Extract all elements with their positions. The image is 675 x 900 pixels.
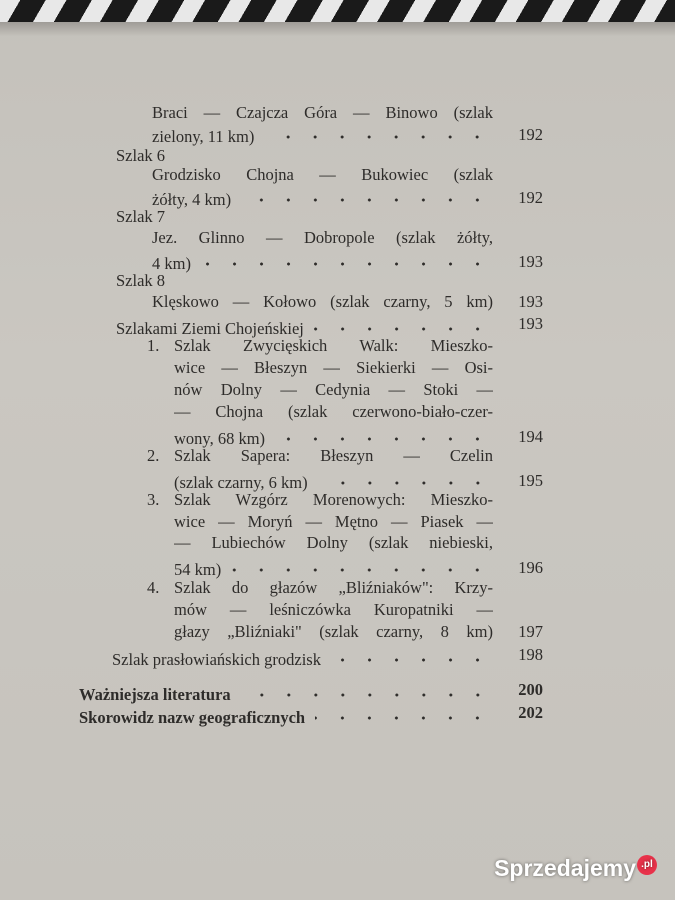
toc-entry [147, 336, 493, 356]
dot-leader [241, 185, 493, 205]
entry-text: żółty, 4 km) [152, 190, 232, 209]
entry-text: — Chojna (szlak czerwono-biało-czer- [174, 402, 493, 421]
dot-leader [231, 555, 493, 575]
dot-leader [264, 122, 493, 142]
entry-text: mów — leśniczówka Kuropatniki — [174, 600, 493, 619]
toc-entry [152, 185, 493, 209]
entry-text: Szlak Zwycięskich Walk: Mieszko- [174, 336, 493, 355]
toc-entry [116, 207, 493, 227]
entry-text: Ważniejsza literatura [79, 685, 231, 704]
toc-entry [152, 103, 493, 123]
entry-text: Szlak 6 [116, 146, 166, 165]
entry-text: Szlak do głazów „Bliźniaków": Krzy- [174, 578, 493, 597]
entry-number: 4. [147, 578, 160, 597]
entry-text: Szlakami Ziemi Chojeńskiej [116, 319, 304, 338]
entry-text: nów Dolny — Cedynia — Stoki — [174, 380, 493, 399]
watermark-tld: .pl [637, 855, 657, 875]
toc-entry [174, 402, 493, 422]
dot-leader [314, 314, 493, 334]
toc-entry [174, 512, 493, 532]
page-number: 195 [518, 471, 543, 490]
page-number: 197 [518, 622, 543, 641]
toc-entry [152, 228, 493, 248]
dot-leader [318, 468, 493, 488]
toc-entry [116, 146, 493, 166]
toc-entry [112, 645, 493, 669]
page-top-edge [0, 22, 675, 36]
dot-leader [201, 249, 493, 269]
toc-entry [174, 380, 493, 400]
toc-entry [116, 271, 493, 291]
entry-text: 54 km) [174, 560, 222, 579]
toc-entry [147, 490, 493, 510]
entry-text: Jez. Glinno — Dobropole (szlak żółty, [152, 228, 493, 247]
entry-text: — Lubiechów Dolny (szlak niebieski, [174, 533, 493, 552]
page-number: 196 [518, 558, 543, 577]
entry-text: Klęskowo — Kołowo (szlak czarny, 5 km) [152, 292, 493, 311]
entry-text: wice — Błeszyn — Siekierki — Osi- [174, 358, 493, 377]
entry-text: Szlak prasłowiańskich grodzisk [112, 650, 321, 669]
toc-entry [174, 533, 493, 553]
dot-leader [241, 680, 493, 700]
toc-entry [174, 622, 493, 642]
entry-text: Szlak 7 [116, 207, 166, 226]
entry-number: 2. [147, 446, 160, 465]
toc-entry [147, 446, 493, 466]
entry-text: wice — Moryń — Mętno — Piasek — [174, 512, 493, 531]
entry-text: Szlak 8 [116, 271, 166, 290]
entry-text: głazy „Bliźniaki" (szlak czarny, 8 km) [174, 622, 493, 641]
entry-text: Szlak Sapera: Błeszyn — Czelin [174, 446, 493, 465]
page-number: 192 [518, 188, 543, 207]
entry-text: Skorowidz nazw geograficznych [79, 708, 306, 727]
toc-entry [174, 424, 493, 448]
page-number: 194 [518, 427, 543, 446]
toc-entry [152, 292, 493, 312]
toc-entry [152, 122, 493, 146]
toc-entry [174, 555, 493, 579]
dot-leader [275, 424, 493, 444]
entry-text: 4 km) [152, 254, 191, 273]
toc-entry [152, 249, 493, 273]
entry-text: (szlak czarny, 6 km) [174, 473, 308, 492]
page-number: 200 [518, 680, 543, 699]
entry-number: 3. [147, 490, 160, 509]
dot-leader [315, 703, 493, 723]
toc-entry [147, 578, 493, 598]
entry-text: zielony, 11 km) [152, 127, 255, 146]
entry-text: Grodzisko Chojna — Bukowiec (szlak [152, 165, 493, 184]
toc-entry [152, 165, 493, 185]
entry-text: Szlak Wzgórz Morenowych: Mieszko- [174, 490, 493, 509]
toc-entry [79, 680, 493, 704]
watermark-brand: Sprzedajemy [494, 855, 636, 881]
toc-entry [79, 703, 493, 727]
page-number: 198 [518, 645, 543, 664]
entry-text: Braci — Czajcza Góra — Binowo (szlak [152, 103, 493, 122]
toc-entry [116, 314, 493, 338]
page-number: 193 [518, 252, 543, 271]
page-number: 192 [518, 125, 543, 144]
dot-leader [331, 645, 493, 665]
page-number: 193 [518, 314, 543, 333]
entry-text: wony, 68 km) [174, 429, 266, 448]
toc-entry [174, 600, 493, 620]
entry-number: 1. [147, 336, 160, 355]
page-number: 193 [518, 292, 543, 311]
watermark-logo [494, 855, 657, 882]
toc-entry [174, 358, 493, 378]
page-number: 202 [518, 703, 543, 722]
toc-entry [174, 468, 493, 492]
